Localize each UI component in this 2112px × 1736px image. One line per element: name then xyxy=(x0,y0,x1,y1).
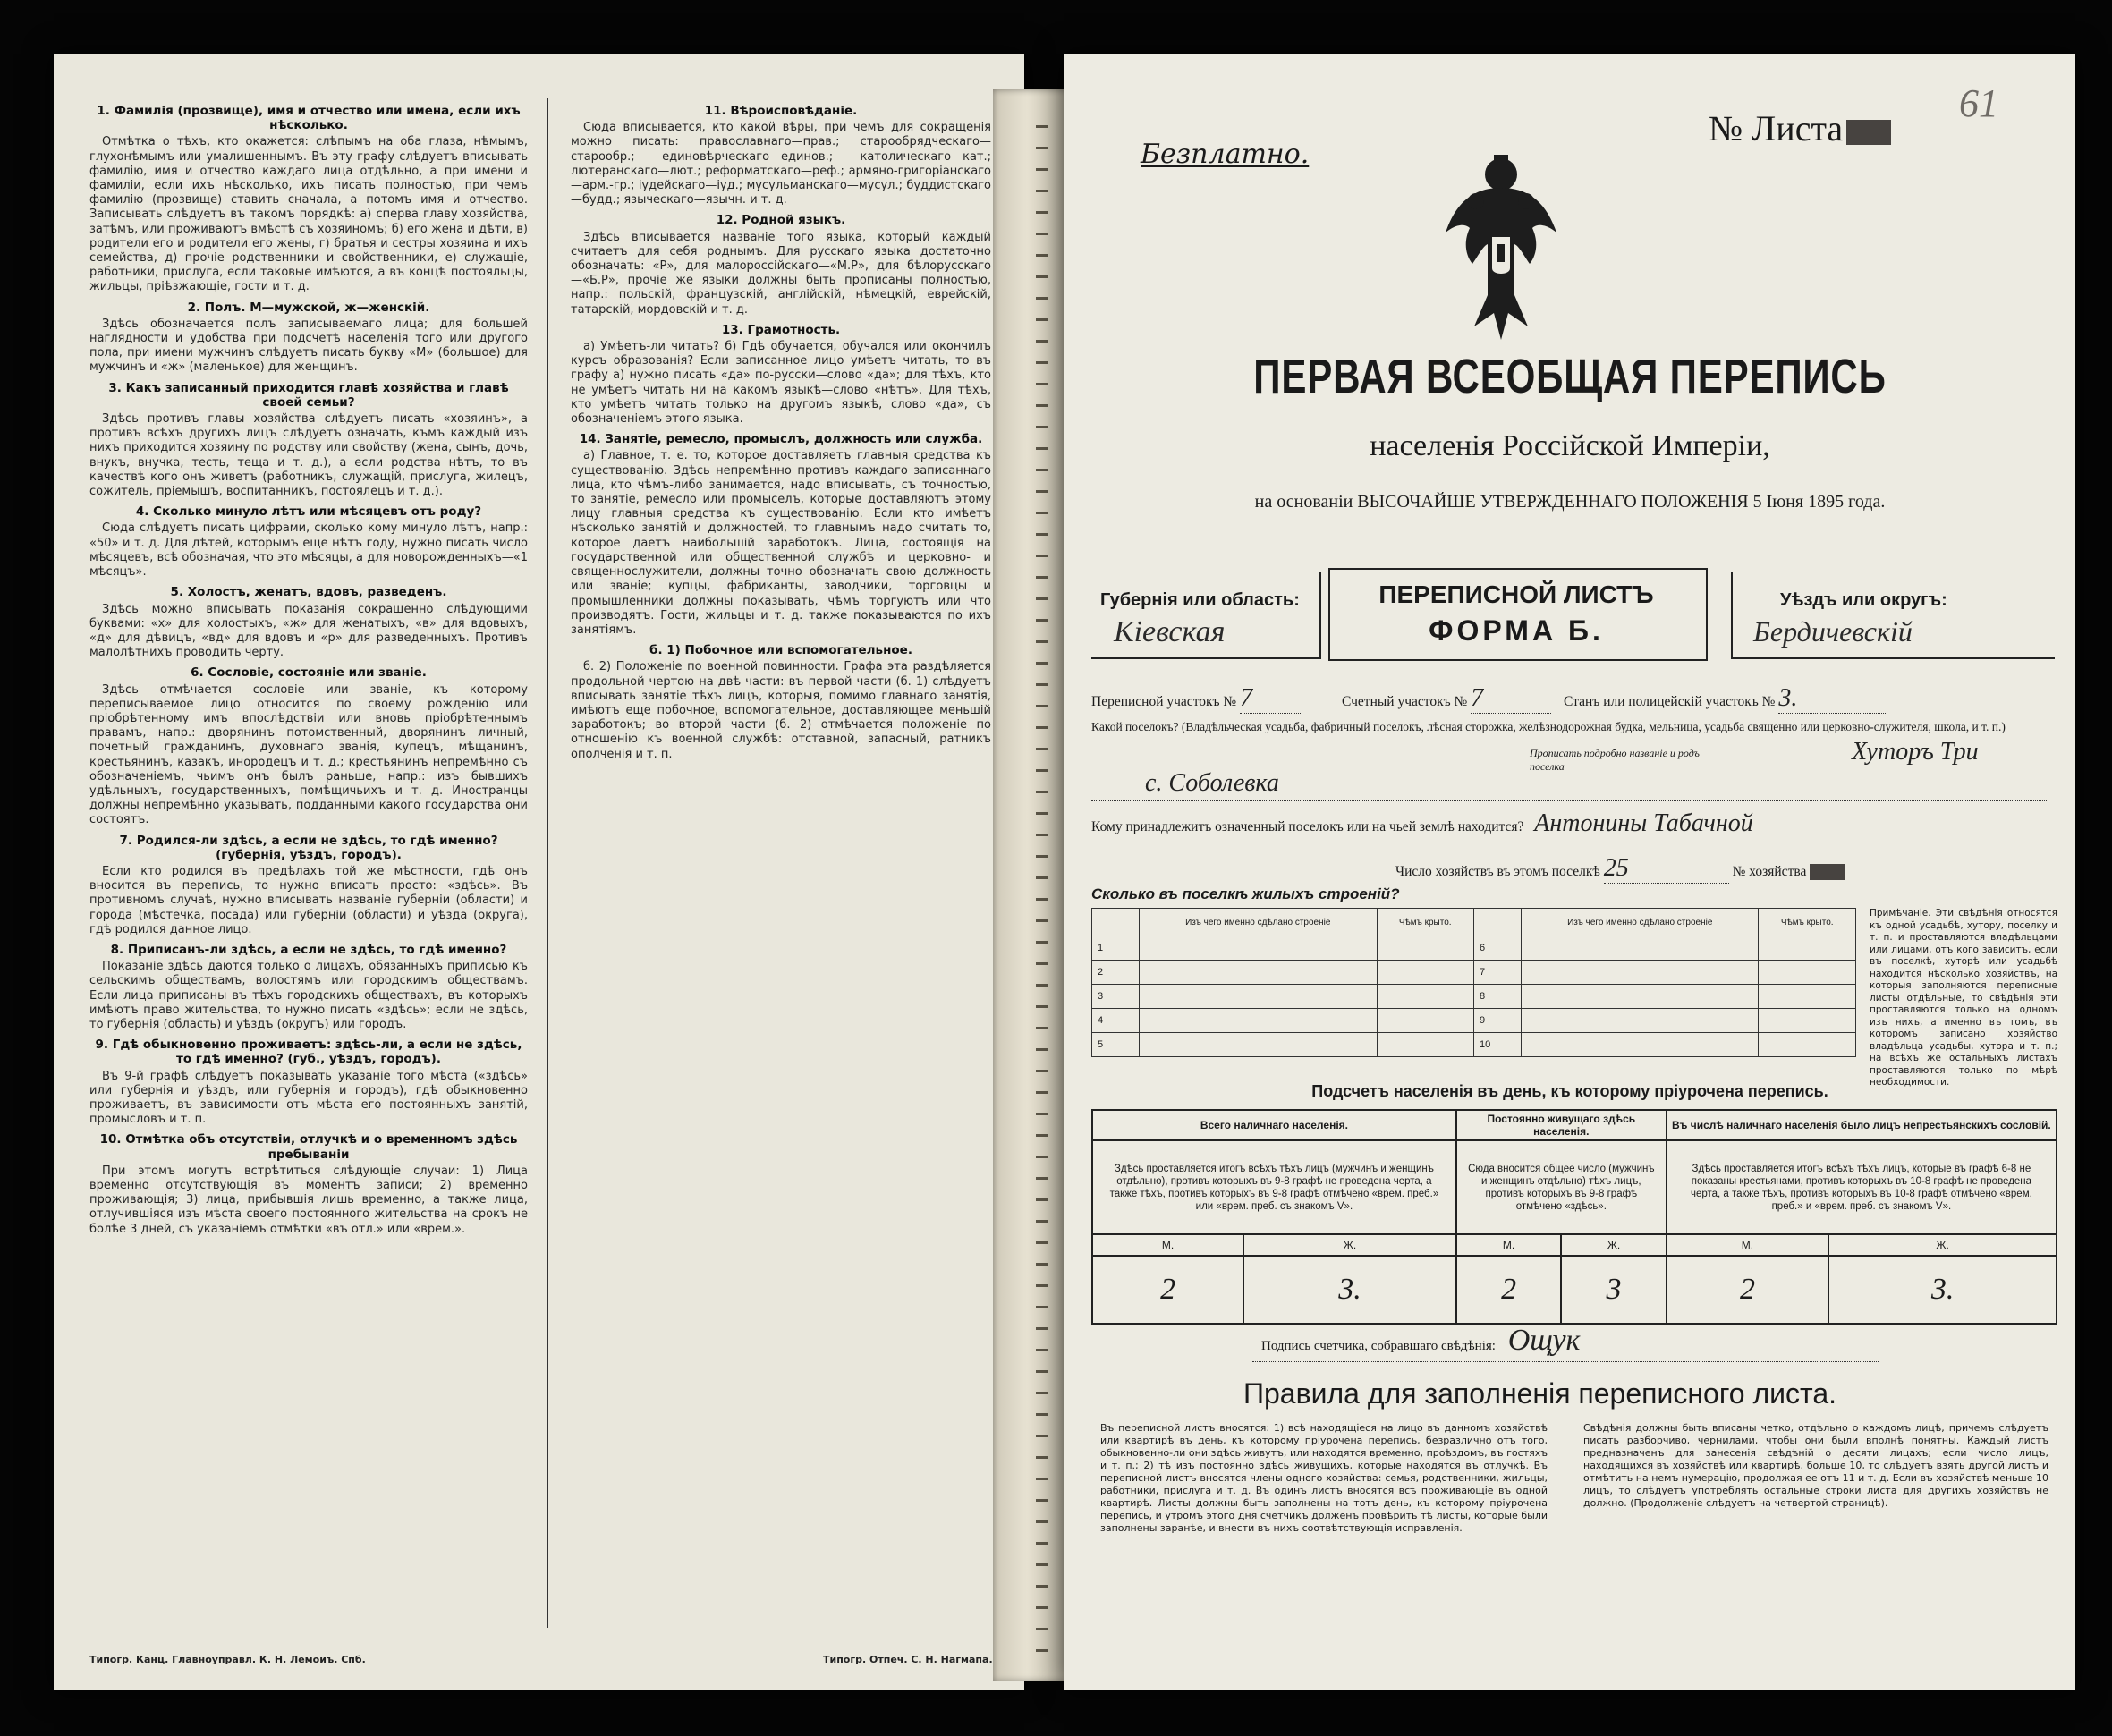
section-body: Здѣсь отмѣчается сословіе или званіе, къ которому переписываемое лицо относится по своему рожденію или пріобрѣтенному имъ впослѣдствіи или вновь пріобрѣтеннымъ правамъ, напр.: дворянинъ потомственный, дворянинъ личный, почетный гражданинъ, духовнаго званія, купецъ, мѣщанинъ, крестьянинъ, казакъ, инородецъ и т. д.; крестьянинъ непремѣнно съ обозначеніемъ, чьимъ онъ былъ раньше, напр.: изъ бывшихъ удѣльныхъ, государственныхъ, помѣщичьихъ и т. д. Иностранцы должны непремѣнно указывать, подданными какого государства они состоятъ. xyxy=(89,682,528,827)
stitch-mark xyxy=(1036,1198,1048,1201)
section-body: Здѣсь вписывается названіе того языка, который каждый считаетъ для себя роднымъ. Для русскаго языка достаточно обозначать: «Р», для малороссійскаго—«М.Р», для бѣлорусскаго—«Б.Р», прочіе же языки должны быть прописаны полностью, напр.: польскій, французскій, англійскій, нѣмецкій, еврейскій, татарскій, мордовскій и т. д. xyxy=(571,230,991,317)
stitch-mark xyxy=(1036,597,1048,600)
signature-label: Подпись счетчика, собравшаго свѣдѣнія: xyxy=(1261,1339,1496,1353)
row-number: 2 xyxy=(1092,961,1140,985)
structures-table xyxy=(1091,908,1856,1057)
stitch-mark xyxy=(1036,1048,1048,1051)
section-heading: 5. Холостъ, женатъ, вдовъ, разведенъ. xyxy=(170,585,447,600)
stitch-mark xyxy=(1036,1113,1048,1115)
stitch-mark xyxy=(1036,555,1048,557)
stitch-mark xyxy=(1036,941,1048,944)
owner-label: Кому принадлежитъ означенный поселокъ или на чьей землѣ находится? xyxy=(1091,819,1524,834)
stitch-mark xyxy=(1036,1349,1048,1351)
sex-label: Ж. xyxy=(1243,1234,1456,1256)
rules-title: Правила для заполненія переписного листа. xyxy=(1243,1377,1836,1410)
count-value: 3. xyxy=(1828,1256,2057,1324)
stitch-mark xyxy=(1036,318,1048,321)
household-no-label: № хозяйства xyxy=(1732,864,1807,879)
table-row xyxy=(1092,1009,1856,1033)
section-body: Сюда слѣдуетъ писать цифрами, сколько кому минуло лѣтъ, напр.: «50» и т. д. Для дѣтей, которымъ еще нѣтъ году, нужно писать число мѣсяцевъ, всѣ обозначая, что это мѣсяцы, а для новорожденныхъ—«1 мѣсяцъ». xyxy=(89,521,528,580)
census-basis: на основаніи ВЫСОЧАЙШЕ УТВЕРЖДЕННАГО ПОЛОЖЕНІЯ 5 Іюня 1895 года. xyxy=(1254,492,1886,512)
table-row xyxy=(1092,961,1856,985)
imprint-left: Типогр. Канц. Главноуправл. К. Н. Лемоиъ. Спб. xyxy=(89,1654,366,1665)
section-heading: 11. Вѣроисповѣданіе. xyxy=(704,104,858,118)
count-head-total: Всего наличнаго населенія. xyxy=(1092,1110,1456,1140)
stitch-mark xyxy=(1036,361,1048,364)
signature-row xyxy=(1261,1324,1580,1358)
section-heading: 13. Грамотность. xyxy=(721,322,841,337)
stitch-mark xyxy=(1036,705,1048,707)
row-number: 9 xyxy=(1473,1009,1521,1033)
section-body: Если кто родился въ предѣлахъ той же мѣстности, гдѣ онъ вносится въ перепись, то нужно вписать просто: «здѣсь». Въ противномъ случаѣ, нужно вписывать названіе губерніи (области) и города (мѣстечка, посада) или губерніи (области) и уѣзда (округа), гдѣ родился данное лицо. xyxy=(89,864,528,936)
stitch-mark xyxy=(1036,125,1048,128)
stitch-mark xyxy=(1036,962,1048,965)
police-district-value: 3. xyxy=(1778,684,1886,714)
structures-note: Примѣчаніе. Эти свѣдѣнія относятся къ одной усадьбѣ, хутору, поселку и т. п. и проставляются владѣльцами или лицами, отъ кого зависитъ, если въ поселкѣ, хуторѣ или усадьбѣ находится нѣсколько хозяйствъ, на которыя заполняются переписные листы отдѣльные, то свѣдѣнія эти проставляются только на одномъ изъ нихъ, а именно въ томъ, въ которомъ записано хозяйство владѣльца усадьбы, хутора и т. п.; на всѣхъ же остальныхъ листахъ проставляются только по мѣрѣ необходимости. xyxy=(1870,908,2057,1088)
rules-column-2: Свѣдѣнія должны быть вписаны четко, отдѣльно о каждомъ лицѣ, причемъ слѣдуетъ писать разборчиво, чернилами, чтобы они были вполнѣ понятны. Каждый листъ предназначенъ для занесенія свѣдѣній о десяти лицахъ; если число лицъ, находящихся въ хозяйствѣ или квартирѣ, больше 10, то слѣдуетъ взять другой листъ и отмѣтить на немъ нумерацію, продолжая ее отъ 11 и т. д. Если въ хозяйствѣ меньше 10 лицъ, то слѣдуетъ употреблять остальные строки листа для другихъ хозяйствъ не должно. (Продолженіе слѣдуетъ на четвертой страницѣ). xyxy=(1583,1422,2048,1509)
stitch-mark xyxy=(1036,855,1048,858)
stitch-mark xyxy=(1036,834,1048,836)
stitch-mark xyxy=(1036,490,1048,493)
sex-label: М. xyxy=(1092,1234,1243,1256)
uezd-value: Бердичевскій xyxy=(1753,615,1913,648)
stitch-mark xyxy=(1036,662,1048,665)
stitch-mark xyxy=(1036,469,1048,471)
stitch-mark xyxy=(1036,512,1048,514)
stitch-mark xyxy=(1036,147,1048,149)
structures-title: Сколько въ поселкѣ жилыхъ строеній? xyxy=(1091,885,1400,902)
census-district-value: 7 xyxy=(1240,684,1302,714)
stitch-mark xyxy=(1036,340,1048,343)
stitch-mark xyxy=(1036,1456,1048,1459)
stitch-mark xyxy=(1036,1241,1048,1244)
section-body: а) Умѣетъ-ли читать? б) Гдѣ обучается, обучался или окончилъ курсъ образованія? Если записанное лицо умѣетъ читать, то въ графу а) нужно писать «да» по-русски—слово «да»; для тѣхъ, кто не умѣетъ читать ни на какомъ языкѣ—слово «нѣтъ». Для тѣхъ, кто умѣетъ читать только на другомъ языкѣ, слово «да», съ обозначеніемъ этого языка. xyxy=(571,340,991,427)
section-heading: б. 1) Побочное или вспомогательное. xyxy=(649,643,912,658)
stitch-mark xyxy=(1036,812,1048,815)
stitch-mark xyxy=(1036,769,1048,772)
owner-row xyxy=(1091,809,2048,838)
stitch-mark xyxy=(1036,1134,1048,1137)
stitch-mark xyxy=(1036,640,1048,643)
form-title-line2: ФОРМА Б. xyxy=(1429,614,1604,647)
signature-dotline xyxy=(1252,1361,1879,1362)
row-number: 4 xyxy=(1092,1009,1140,1033)
stitch-mark xyxy=(1036,1284,1048,1287)
counting-district-label: Счетный участокъ № xyxy=(1341,694,1468,709)
stitch-mark xyxy=(1036,190,1048,192)
count-head-permanent: Постоянно живущаго здѣсь населенія. xyxy=(1456,1110,1667,1140)
households-value: 25 xyxy=(1604,854,1729,884)
form-title-line1: ПЕРЕПИСНОЙ ЛИСТЪ xyxy=(1378,580,1654,608)
stitch-mark xyxy=(1036,1520,1048,1523)
signature-value: Ощук xyxy=(1507,1324,1581,1357)
structures-head-material-2: Изъ чего именно сдѣлано строеніе xyxy=(1521,909,1759,936)
stitch-mark xyxy=(1036,533,1048,536)
section-heading: 8. Приписанъ-ли здѣсь, а если не здѣсь, то гдѣ именно? xyxy=(110,942,507,957)
section-heading: 9. Гдѣ обыкновенно проживаетъ: здѣсь-ли, а если не здѣсь, то гдѣ именно? (губ., уѣздъ, городъ). xyxy=(95,1037,522,1067)
stitch-mark xyxy=(1036,1070,1048,1072)
stitch-mark xyxy=(1036,898,1048,901)
table-row xyxy=(1092,985,1856,1009)
owner-value: Антонины Табачной xyxy=(1534,809,1753,837)
stitch-mark xyxy=(1036,1027,1048,1029)
stitch-mark xyxy=(1036,1370,1048,1373)
stitch-mark xyxy=(1036,254,1048,257)
stitch-mark xyxy=(1036,1563,1048,1566)
row-number: 7 xyxy=(1473,961,1521,985)
stitch-mark xyxy=(1036,1606,1048,1609)
column-divider xyxy=(547,98,548,1628)
count-value: 3 xyxy=(1561,1256,1666,1324)
section-body: При этомъ могутъ встрѣтиться слѣдующіе случаи: 1) Лица временно отсутствующія въ моментъ записи; 2) временно проживающія; 3) лица, прибывшія лишь временно, а также лица, отлучившіяся изъ мѣста своего постоянного жительства на срокъ не болѣе 3 дней, съ указаніемъ отмѣтки «въ отл.» или «врем.». xyxy=(89,1164,528,1236)
stitch-mark xyxy=(1036,404,1048,407)
count-value: 2 xyxy=(1092,1256,1243,1324)
stitch-mark xyxy=(1036,233,1048,235)
section-heading: 3. Какъ записанный приходится главѣ хозяйства и главѣ своей семьи? xyxy=(108,380,509,410)
row-number: 8 xyxy=(1473,985,1521,1009)
stitch-mark xyxy=(1036,683,1048,686)
row-number: 5 xyxy=(1092,1033,1140,1057)
stitch-mark xyxy=(1036,1177,1048,1180)
left-page xyxy=(54,54,1024,1690)
structures-head-roof: Чѣмъ крыто. xyxy=(1377,909,1473,936)
sex-label: М. xyxy=(1456,1234,1561,1256)
sex-label: Ж. xyxy=(1828,1234,2057,1256)
structures-head-material: Изъ чего именно сдѣлано строеніе xyxy=(1140,909,1378,936)
section-heading: 10. Отмѣтка объ отсутствіи, отлучкѣ и о временномъ здѣсь пребываніи xyxy=(99,1132,518,1162)
census-title: ПЕРВАЯ ВСЕОБЩАЯ ПЕРЕПИСЬ xyxy=(1253,350,1887,403)
section-heading: 1. Фамилія (прозвище), имя и отчество или имена, если ихъ нѣсколько. xyxy=(97,104,521,133)
sheet-number-label: № Листа xyxy=(1709,108,1844,148)
police-district-label: Станъ или полицейскій участокъ № xyxy=(1564,694,1776,709)
count-value: 2 xyxy=(1456,1256,1561,1324)
section-heading: 12. Родной языкъ. xyxy=(716,213,846,228)
section-body: Здѣсь можно вписывать показанія сокращенно слѣдующими буквами: «х» для холостыхъ, «ж» для женатыхъ, «в» для вдовыхъ, «д» для дѣвицъ, «вд» для вдовъ и «р» для разведенныхъ. Противъ малолѣтнихъ проводить черту. xyxy=(89,602,528,660)
row-number: 3 xyxy=(1092,985,1140,1009)
stitch-mark xyxy=(1036,1327,1048,1330)
stitch-mark xyxy=(1036,619,1048,622)
imprint-right: Типогр. Отпеч. С. Н. Нагмапа. xyxy=(823,1654,993,1665)
section-heading: 7. Родился-ли здѣсь, а если не здѣсь, то гдѣ именно? (губернія, уѣздъ, городъ). xyxy=(119,833,498,862)
stitch-mark xyxy=(1036,168,1048,171)
stitch-mark xyxy=(1036,1435,1048,1437)
stitch-mark xyxy=(1036,383,1048,385)
stitch-mark xyxy=(1036,876,1048,879)
sex-label: Ж. xyxy=(1561,1234,1666,1256)
sheet-number-handwritten: 61 xyxy=(1959,81,1998,125)
section-heading: 2. Полъ. М—мужской, ж—женскій. xyxy=(187,300,430,315)
table-row xyxy=(1092,1033,1856,1057)
sex-label: М. xyxy=(1667,1234,1828,1256)
rules-column-1: Въ переписной листъ вносятся: 1) всѣ находящіеся на лицо въ данномъ хозяйствѣ или квартирѣ въ день, къ которому пріурочена перепись, безразлично отъ того, обыкновенно-ли они здѣсь живутъ, или находятся временно, проѣздомъ, въ гостяхъ и т. п.; 2) тѣ изъ постоянно здѣсь живущихъ, которые находятся въ отлучкѣ. Въ переписной листъ вносятся члены одного хозяйства: семья, родственники, жильцы, работники, прислуга и т. д. Въ одинъ листъ вносятся всѣ проживающіе въ одной квартирѣ. Листы должны быть заполнены на тотъ день, къ которому пріурочена перепись, и утромъ этого дня счетчикъ долженъ провѣрить тѣ листы, которые были заполнены заранѣе, и внести въ нихъ соотвѣтствующія исправленія. xyxy=(1100,1422,1548,1534)
counting-district-value: 7 xyxy=(1471,684,1551,714)
free-label: Безплатно. xyxy=(1141,139,1310,170)
sheet-number-stamp xyxy=(1846,120,1891,145)
stitch-mark xyxy=(1036,1005,1048,1008)
stitch-mark xyxy=(1036,1091,1048,1094)
district-row xyxy=(1091,684,2048,714)
stitch-mark xyxy=(1036,275,1048,278)
stitch-mark xyxy=(1036,297,1048,300)
row-number: 1 xyxy=(1092,936,1140,961)
gubernia-value: Кіевская xyxy=(1114,615,1226,648)
settlement-note: Прописать подробно названіе и родъ поселка xyxy=(1530,747,1700,773)
left-column-2 xyxy=(571,98,991,1628)
gubernia-label: Губернія или область: xyxy=(1100,590,1300,610)
count-value: 3. xyxy=(1243,1256,1456,1324)
census-subtitle: населенія Россійской Имперіи, xyxy=(1370,429,1770,462)
stitch-mark xyxy=(1036,1585,1048,1588)
settlement-dotline xyxy=(1091,800,2048,801)
stitch-mark xyxy=(1036,791,1048,793)
structures-head-roof-2: Чѣмъ крыто. xyxy=(1759,909,1856,936)
count-desc-total: Здѣсь проставляется итогъ всѣхъ тѣхъ лицъ (мужчинъ и женщинъ отдѣльно), противъ которыхъ въ 9-8 графѣ не проведена черта, а также тѣхъ, противъ которыхъ въ 9-8 графѣ отмѣчено «врем. преб.» или «врем. преб. съ знакомъ V». xyxy=(1092,1140,1456,1234)
household-no-stamp xyxy=(1810,864,1845,880)
stitch-mark xyxy=(1036,984,1048,987)
population-count-title: Подсчетъ населенія въ день, къ которому пріурочена перепись. xyxy=(1311,1082,1828,1100)
stitch-mark xyxy=(1036,1499,1048,1502)
section-heading: 14. Занятіе, ремесло, промыслъ, должность или служба. xyxy=(579,432,983,447)
stitch-mark xyxy=(1036,1628,1048,1630)
stitch-mark xyxy=(1036,426,1048,428)
section-body: а) Главное, т. е. то, которое доставляетъ главныя средства къ существованію. Здѣсь непремѣнно противъ каждаго записаннаго лица, кто чѣмъ-либо занимается, надо вписывать, съ точностью, то занятіе, ремесло или промыселъ, которые доставляютъ этому лицу главныя средства къ существованію. Если кто имѣетъ нѣсколько занятій и должностей, то главнымъ надо считать то, которое даетъ наибольшій заработокъ. Лица, состоящія на государственной или общественной службѣ и церковно- и священнослужители, должны точно обозначать свою должность или званіе; купцы, фабриканты, заводчики, торговцы и промышленники должны показывать, чѣмъ торгуютъ или что производятъ. Гости, жильцы и т. д. также показываются по ихъ занятіямъ. xyxy=(571,449,991,637)
census-district-label: Переписной участокъ № xyxy=(1091,694,1237,709)
section-body: Въ 9-й графѣ слѣдуетъ показывать указаніе того мѣста («здѣсь» или губернія и уѣздъ, или губернія и городъ), гдѣ обыкновенно проживаетъ, въ зависимости отъ мѣста его постоянныхъ занятій, промысловъ и т. п. xyxy=(89,1069,528,1127)
stitch-mark xyxy=(1036,1542,1048,1545)
stitch-mark xyxy=(1036,919,1048,922)
population-count-table xyxy=(1091,1109,2057,1325)
stitch-mark xyxy=(1036,576,1048,579)
settlement-row xyxy=(1091,720,2048,734)
stitch-mark xyxy=(1036,748,1048,750)
count-head-nonpeasant: Въ числѣ наличнаго населенія было лицъ непрестьянскихъ сословій. xyxy=(1667,1110,2057,1140)
left-column-1 xyxy=(89,98,528,1628)
section-body: Здѣсь обозначается полъ записываемаго лица; для большей наглядности и удобства при подсчетѣ населенія того или другого пола, при имени мужчинъ слѣдуетъ писать букву «М» (большое) для мужчинъ и «ж» (маленькое) для женщинъ. xyxy=(89,317,528,375)
settlement-value: Хуторъ Три xyxy=(1852,738,1979,766)
imperial-eagle-icon xyxy=(1438,148,1564,344)
settlement-value-2: с. Соболевка xyxy=(1145,769,1279,797)
section-body: Отмѣтка о тѣхъ, кто окажется: слѣпымъ на оба глаза, нѣмымъ, глухонѣмымъ или умалишеннымъ. Въ эту графу слѣдуетъ вписывать фамилію, имя и отчество каждаго лица отдѣльно, а при имени и фамиліи, если ихъ нѣсколько, ихъ писать полностью, при чемъ фамилію (прозвище) ставить сначала, а потомъ имя и отчество. Записывать слѣдуетъ въ такомъ порядкѣ: а) сперва главу хозяйства, затѣмъ, или проживаютъ вмѣстѣ съ хозяиномъ; б) его жена и дѣти, в) родители его и родители его жены, г) братья и сестры хозяина и ихъ семейства, д) прочіе родственники и свойственники, е) служащіе, работники, прислуга, если таковые имѣются, а въ концѣ постояльцы, жильцы, пріѣзжающіе, гости и т. д. xyxy=(89,135,528,294)
households-label: Число хозяйствъ въ этомъ поселкѣ xyxy=(1395,864,1600,879)
row-number: 6 xyxy=(1473,936,1521,961)
households-row xyxy=(1091,854,2048,884)
section-body: б. 2) Положеніе по военной повинности. Графа эта раздѣляется продольной чертою на двѣ части: въ первой части (б. 1) слѣдуетъ вписывать занятіе тѣхъ лицъ, которыя, помимо главнаго занятія, имѣютъ еще побочное, вспомогательное, доставляющее меньшій заработокъ; во второй части (б. 2) отмѣчается положеніе по отношенію къ военной службѣ: отставной, запасный, ратникъ ополченія и т. п. xyxy=(571,660,991,761)
stitch-mark xyxy=(1036,1478,1048,1480)
stitch-mark xyxy=(1036,726,1048,729)
stitch-mark xyxy=(1036,1220,1048,1223)
section-heading: 6. Сословіе, состояніе или званіе. xyxy=(191,665,427,681)
settlement-label: Какой поселокъ? (Владѣльческая усадьба, фабричный поселокъ, лѣсная сторожка, желѣзнодорожная будка, мельница, усадьба священно или церковно-служителя, школа, и т. п.) xyxy=(1091,720,2006,733)
count-value: 2 xyxy=(1667,1256,1828,1324)
section-body: Показаніе здѣсь даются только о лицахъ, обязанныхъ приписью къ сельскимъ обществамъ, волостямъ или городскимъ обществамъ. Если лица приписаны въ тѣхъ городскихъ обществахъ, въ которыхъ имѣютъ право жительства, то нужно писать «здѣсь»; если не здѣсь, то губернія (область) и уѣздъ (округъ) или городъ. xyxy=(89,960,528,1031)
section-body: Здѣсь противъ главы хозяйства слѣдуетъ писать «хозяинъ», а противъ всѣхъ другихъ лицъ слѣдуетъ означать, къмъ каждый изъ нихъ приходится хозяину по родству или свойству (жена, сынъ, дочь, внукъ, внучка, тесть, теща и т. д.), а если родства нѣтъ, то въ качествѣ кого онъ живетъ (работникъ, служащій, прислуга, жилецъ, сожитель, пріемышъ, воспитанникъ, постоялецъ и т. д.). xyxy=(89,412,528,499)
stitch-mark xyxy=(1036,211,1048,214)
uezd-label: Уѣздъ или округъ: xyxy=(1780,590,1947,610)
stitch-mark xyxy=(1036,447,1048,450)
right-page xyxy=(1064,54,2075,1690)
stitch-mark xyxy=(1036,1649,1048,1652)
row-number: 10 xyxy=(1473,1033,1521,1057)
stitch-mark xyxy=(1036,1263,1048,1266)
table-row xyxy=(1092,936,1856,961)
section-body: Сюда вписывается, кто какой вѣры, при чемъ для сокращенія можно писать: православнаго—прав.; старообрядческаго—старообр.; единовѣрческаго—единов.; католическаго—кат.; лютеранскаго—лют.; реформатскаго—реф.; армяно-григоріанскаго—арм.-гр.; іудейскаго—іуд.; мусульманскаго—мусул.; буддистскаго—будд.; языческаго—язычн. и т. д. xyxy=(571,121,991,207)
stitch-mark xyxy=(1036,1156,1048,1158)
section-heading: 4. Сколько минуло лѣтъ или мѣсяцевъ отъ роду? xyxy=(135,504,482,520)
count-desc-nonpeasant: Здѣсь проставляется итогъ всѣхъ тѣхъ лицъ, которые въ графѣ 6-8 не показаны крестьянами, противъ которыхъ въ 10-8 графѣ не проведена черта, а также тѣхъ, противъ которыхъ въ 10-8 графѣ отмѣчено «врем. преб.» и «врем. преб. съ знакомъ V». xyxy=(1667,1140,2057,1234)
count-desc-permanent: Сюда вносится общее число (мужчинъ и женщинъ отдѣльно) тѣхъ лицъ, противъ которыхъ въ 9-8 графѣ отмѣчено «здѣсь». xyxy=(1456,1140,1667,1234)
stitch-mark xyxy=(1036,1392,1048,1394)
stitch-mark xyxy=(1036,1413,1048,1416)
stitch-mark xyxy=(1036,1306,1048,1308)
sheet-number xyxy=(1709,107,1891,149)
form-title xyxy=(1333,577,1700,648)
